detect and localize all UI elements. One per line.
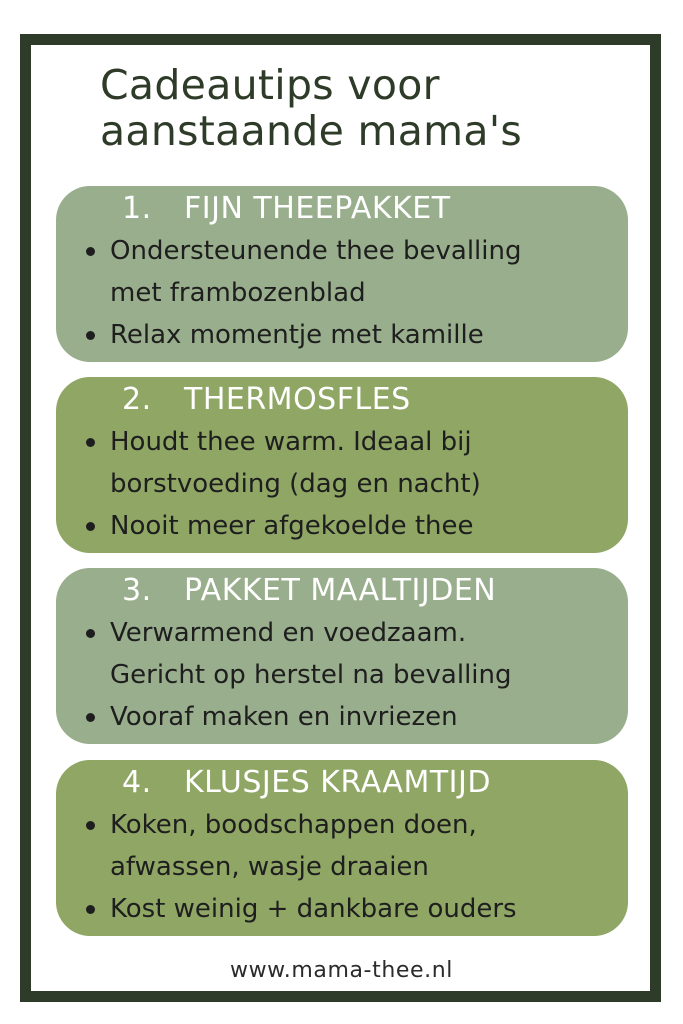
tip-bullet-list bbox=[84, 612, 618, 738]
tip-bullet-list bbox=[84, 230, 618, 356]
tip-card-2 bbox=[56, 377, 628, 553]
bullet-text: Ondersteunende thee bevalling bbox=[110, 236, 522, 266]
tip-card-3 bbox=[56, 568, 628, 744]
bullet-text: Vooraf maken en invriezen bbox=[110, 702, 458, 732]
bullet-text: Relax momentje met kamille bbox=[110, 320, 484, 350]
bullet-text: afwassen, wasje draaien bbox=[110, 852, 429, 882]
bullet-item bbox=[84, 505, 618, 547]
bullet-item bbox=[84, 696, 618, 738]
tip-number: 4. bbox=[122, 765, 152, 800]
tip-number: 1. bbox=[122, 191, 152, 226]
bullet-text: Kost weinig + dankbare ouders bbox=[110, 894, 517, 924]
tip-title: KLUSJES KRAAMTIJD bbox=[184, 765, 491, 800]
tip-bullet-list bbox=[84, 421, 618, 547]
bullet-item bbox=[84, 314, 618, 356]
title-line-1: Cadeautips voor bbox=[100, 61, 440, 109]
bullet-item bbox=[84, 888, 618, 930]
bullet-item bbox=[84, 804, 618, 888]
tip-heading bbox=[56, 568, 628, 614]
bullet-text: Houdt thee warm. Ideaal bij bbox=[110, 427, 472, 457]
tip-heading bbox=[56, 186, 628, 232]
website-url: www.mama-thee.nl bbox=[229, 958, 453, 983]
bullet-text: Nooit meer afgekoelde thee bbox=[110, 511, 474, 541]
bullet-item bbox=[84, 421, 618, 505]
title-line-2: aanstaande mama's bbox=[100, 107, 523, 155]
tip-heading bbox=[56, 760, 628, 806]
bullet-text: Koken, boodschappen doen, bbox=[110, 810, 477, 840]
tip-title: THERMOSFLES bbox=[184, 382, 411, 417]
bullet-text: Gericht op herstel na bevalling bbox=[110, 660, 512, 690]
tip-heading bbox=[56, 377, 628, 423]
bullet-text: met frambozenblad bbox=[110, 278, 366, 308]
tip-card-1 bbox=[56, 186, 628, 362]
tip-bullet-list bbox=[84, 804, 618, 930]
tip-number: 2. bbox=[122, 382, 152, 417]
bullet-item bbox=[84, 230, 618, 314]
tip-title: PAKKET MAALTIJDEN bbox=[184, 573, 497, 608]
tip-title: FIJN THEEPAKKET bbox=[184, 191, 451, 226]
tip-number: 3. bbox=[122, 573, 152, 608]
bullet-item bbox=[84, 612, 618, 696]
tip-card-4 bbox=[56, 760, 628, 936]
bullet-text: Verwarmend en voedzaam. bbox=[110, 618, 467, 648]
poster-title bbox=[100, 62, 522, 154]
bullet-text: borstvoeding (dag en nacht) bbox=[110, 469, 481, 499]
